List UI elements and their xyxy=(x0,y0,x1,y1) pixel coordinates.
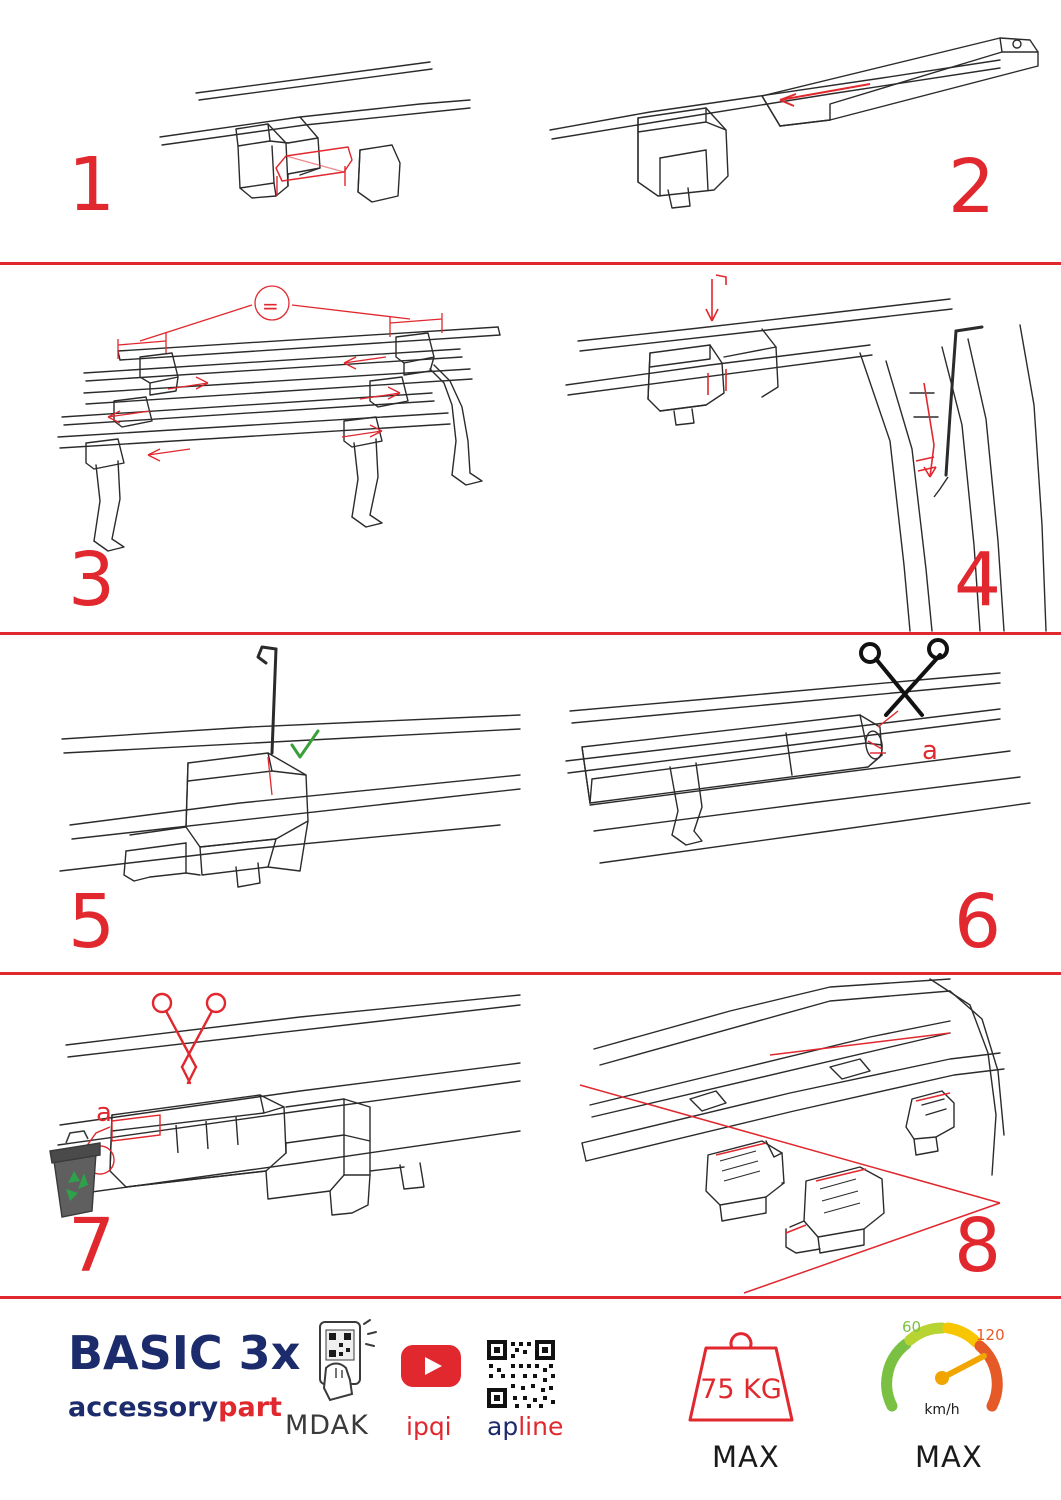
logo-mdak-text: MDAK xyxy=(285,1410,369,1441)
gauge-min-label: 60 xyxy=(902,1318,922,1336)
step-panel-5 xyxy=(0,635,530,972)
step-5-illustration xyxy=(0,635,530,972)
logo-mdak xyxy=(285,1410,369,1441)
footer xyxy=(0,1300,1061,1500)
label-a-step-6: a xyxy=(922,736,938,766)
youtube-icon[interactable] xyxy=(400,1344,462,1388)
equal-marker: = xyxy=(262,294,279,318)
step-5-number: 5 xyxy=(68,879,116,965)
step-panel-2 xyxy=(530,0,1061,262)
step-2-number: 2 xyxy=(948,144,996,230)
step-7-illustration xyxy=(0,975,530,1296)
step-8-number: 8 xyxy=(954,1203,1002,1289)
step-4-number: 4 xyxy=(954,537,1002,623)
step-panel-8 xyxy=(530,975,1061,1296)
logo-ipqi xyxy=(406,1412,452,1441)
step-6-number: 6 xyxy=(954,879,1002,965)
step-4-illustration xyxy=(530,265,1061,632)
logo-apline-line: line xyxy=(518,1412,564,1441)
step-panel-7 xyxy=(0,975,530,1296)
max-speed-label: MAX xyxy=(915,1440,983,1474)
logo-apline xyxy=(487,1412,563,1441)
step-8-illustration xyxy=(530,975,1061,1296)
logo-ipqi-text: ipqi xyxy=(406,1412,452,1441)
max-load-label: MAX xyxy=(712,1440,780,1474)
max-load-value: 75 KG xyxy=(700,1374,782,1405)
brand-subtitle xyxy=(68,1394,300,1421)
brand-title: BASIC 3x xyxy=(68,1326,301,1380)
qr-scan-phone-icon xyxy=(306,1318,386,1406)
step-1-number: 1 xyxy=(68,142,116,228)
step-panel-6 xyxy=(530,635,1061,972)
step-3-illustration xyxy=(0,265,530,632)
step-6-illustration xyxy=(530,635,1061,972)
qr-code-icon[interactable] xyxy=(485,1338,557,1410)
step-panel-4 xyxy=(530,265,1061,632)
brand-block xyxy=(68,1326,301,1423)
step-1-illustration xyxy=(0,0,530,262)
step-7-number: 7 xyxy=(68,1203,116,1289)
max-load-icon xyxy=(676,1312,806,1432)
brand-sub-part: part xyxy=(218,1392,282,1423)
logo-apline-ap: ap xyxy=(487,1412,519,1441)
step-3-number: 3 xyxy=(68,537,116,623)
step-2-illustration xyxy=(530,0,1061,262)
gauge-unit-label: km/h xyxy=(924,1402,960,1418)
divider-footer xyxy=(0,1296,1061,1299)
brand-sub-accessory: accessory xyxy=(68,1392,219,1423)
label-a-step-7: a xyxy=(96,1098,112,1128)
step-panel-3 xyxy=(0,265,530,632)
max-speed-icon xyxy=(876,1310,1008,1434)
gauge-max-label: 120 xyxy=(976,1326,1005,1344)
step-panel-1 xyxy=(0,0,530,262)
